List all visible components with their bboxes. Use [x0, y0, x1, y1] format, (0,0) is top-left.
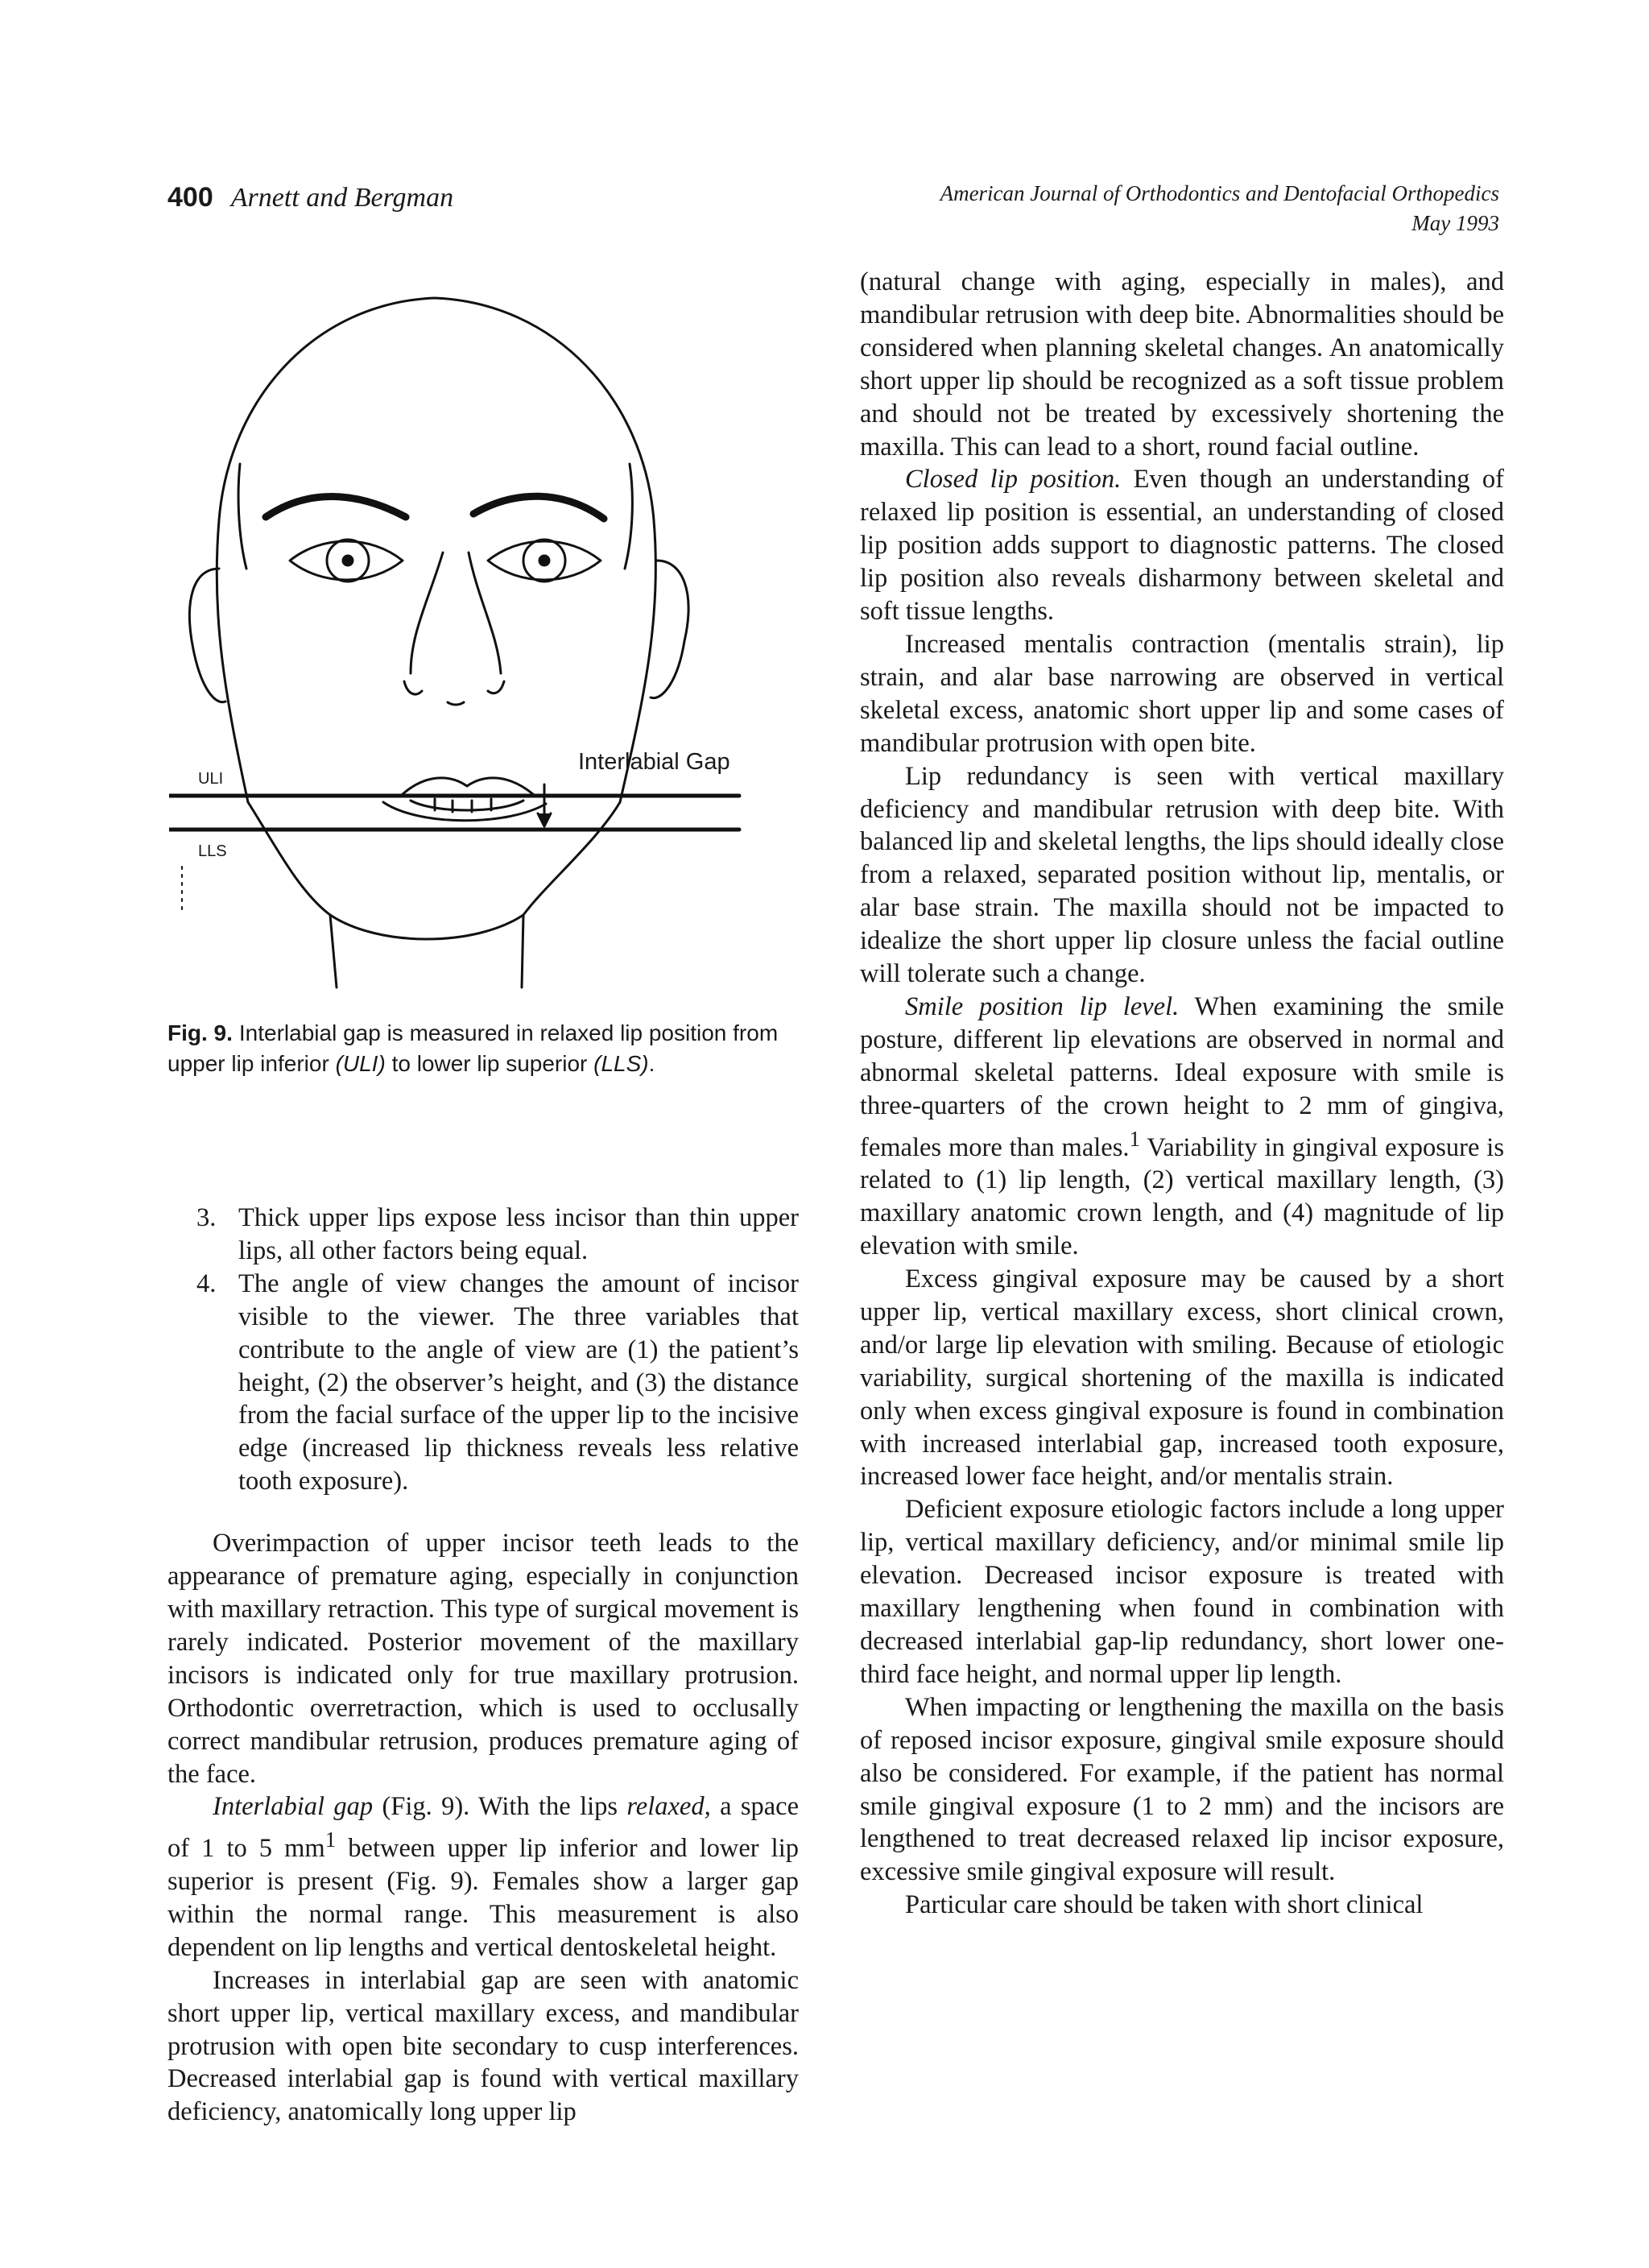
jaw-right [523, 802, 620, 915]
paragraph: (natural change with aging, especially in males), and mandibular retrusion with deep bite. Abnormalities should be considered when planning skeletal changes. An anatomically short upper lip should be recognized as a soft tissue problem and should not be treated by excessively shortening the maxilla. This can lead to a short, round facial outline. [860, 267, 1504, 461]
paragraph: Increases in interlabial gap are seen with anatomic short upper lip, vertical maxillary excess, and mandibular protrusion with open bite secondary to cusp interferences. Decreased interlabial gap is found with vertical maxillary deficiency, anatomically long upper lip [167, 1965, 799, 2127]
paragraph-smile-position: Smile position lip level. When examining the smile posture, different lip elevations are observed in normal and abnormal skeletal patterns. Ideal exposure with smile is three-quarters of the crown height to 2 mm of gingiva, females more than males.$^1$ Variability in gingival exposure is related to (1) lip length, (2) vertical maxillary length, (3) maxillary anatomic crown length, and (4) magnitude of lip elevation with smile. [860, 991, 1504, 1261]
left-eyebrow [266, 497, 406, 518]
nose-bridge-left [411, 553, 443, 673]
chin [330, 915, 523, 939]
figure-9 [169, 279, 789, 1004]
face-drawing [169, 279, 789, 1004]
citation-superscript: 1 [324, 1827, 337, 1852]
neck-right [522, 915, 523, 987]
running-header-left [167, 182, 453, 213]
paragraph: Overimpaction of upper incisor teeth leads to the appearance of premature aging, especially in conjunction with maxillary retraction. This type of surgical movement is rarely indicated. Posterior movement of the maxillary incisors is indicated only for true maxillary protrusion. Orthodontic overretraction, which is used to occlusally correct mandibular retrusion, produces premature aging of the face. [167, 1529, 799, 1789]
interlabial-gap-label: Interlabial Gap [578, 749, 730, 775]
jaw-left [248, 802, 330, 915]
caption-label: Fig. 9. [167, 1020, 233, 1045]
running-header-right [775, 179, 1499, 238]
paragraph: Deficient exposure etiologic factors include a long upper lip, vertical maxillary deficiency, and/or minimal smile lip elevation. Decreased incisor exposure is treated with maxillary lengthening when found in combination with decreased interlabial gap-lip redundancy, short lower one-third face height, and normal upper lip length. [860, 1495, 1504, 1689]
paragraph: Particular care should be taken with short clinical [905, 1890, 1424, 1920]
temple-line-right [625, 464, 632, 569]
nose-bridge-right [469, 553, 501, 673]
neck-left [330, 915, 337, 987]
paragraph: Excess gingival exposure may be caused by a short upper lip, vertical maxillary excess, short clinical crown, and/or large lip elevation with smiling. Because of etiologic variability, surgical shortening of the maxilla is indicated only when excess gingival exposure is found in combination with increased interlabial gap, increased tooth exposure, increased lower face height, and/or mentalis strain. [860, 1264, 1504, 1492]
section-lead: Closed lip position. [905, 465, 1122, 495]
paragraph-closed-lip: Closed lip position. Even though an understanding of relaxed lip position is essential, an understanding of closed lip position adds support to diagnostic patterns. The closed lip position also reveals disharmony between skeletal and soft tissue lengths. [860, 465, 1505, 627]
numbered-list [167, 1202, 799, 1498]
right-eyebrow [473, 496, 604, 519]
page-number: 400 [167, 182, 213, 213]
figure-caption: Fig. 9. Interlabial gap is measured in relaxed lip position from upper lip inferior (ULI) to lower lip superior (LLS). [167, 1020, 779, 1076]
right-column [860, 266, 1504, 1922]
teeth [411, 799, 523, 812]
paragraph: Lip redundancy is seen with vertical maxillary deficiency and mandibular retrusion with deep bite. With balanced lip and skeletal lengths, the lips should ideally close from a relaxed, separated position without lip, mentalis, or alar base strain. The maxilla should not be impacted to idealize the short upper lip closure unless the facial outline will tolerate such a change. [860, 761, 1504, 989]
nostrils [404, 681, 504, 705]
list-item: 3. Thick upper lips expose less incisor than thin upper lips, all other factors being equal. [196, 1203, 799, 1265]
uli-label: ULI [198, 770, 224, 788]
temple-line-left [238, 464, 246, 569]
paragraph: Increased mentalis contraction (mentalis strain), lip strain, and alar base narrowing are observed in vertical skeletal excess, anatomic short upper lip and some cases of mandibular protrusion with open bite. [860, 629, 1504, 758]
upper-lip [403, 778, 533, 794]
gap-arrow-head [538, 813, 551, 826]
section-lead: Smile position lip level. [905, 991, 1180, 1021]
issue-date: May 1993 [1411, 211, 1499, 235]
journal-title: American Journal of Orthodontics and Dentofacial Orthopedics [940, 181, 1499, 205]
citation-superscript: 1 [1129, 1126, 1141, 1151]
left-column [167, 1202, 799, 2129]
paragraph-interlabial-gap: Interlabial gap (Fig. 9). With the lips relaxed, a space of 1 to 5 $mm^1$ between upper lip inferior and lower lip superior is present (Fig. 9). Females show a larger gap within the normal range. This measurement is also dependent on lip lengths and vertical dentoskeletal height. [167, 1792, 799, 1962]
section-lead: Interlabial gap [213, 1792, 374, 1822]
head-outline [217, 298, 655, 802]
lls-label: LLS [198, 842, 227, 860]
running-authors: Arnett and Bergman [230, 183, 454, 213]
paragraph: When impacting or lengthening the maxilla on the basis of reposed incisor exposure, gingival smile exposure should also be considered. For example, if the patient has normal smile gingival exposure (1 to 2 mm) and the incisors are lengthened to treat decreased relaxed lip incisor exposure, excessive smile gingival exposure will result. [860, 1692, 1504, 1887]
list-item: 4. The angle of view changes the amount of incisor visible to the viewer. The three variables that contribute to the angle of view are (1) the patient’s height, (2) the observer’s height, and (3) the distance from the facial surface of the upper lip to the incisive edge (increased lip thickness reveals less relative tooth exposure). [196, 1269, 799, 1496]
